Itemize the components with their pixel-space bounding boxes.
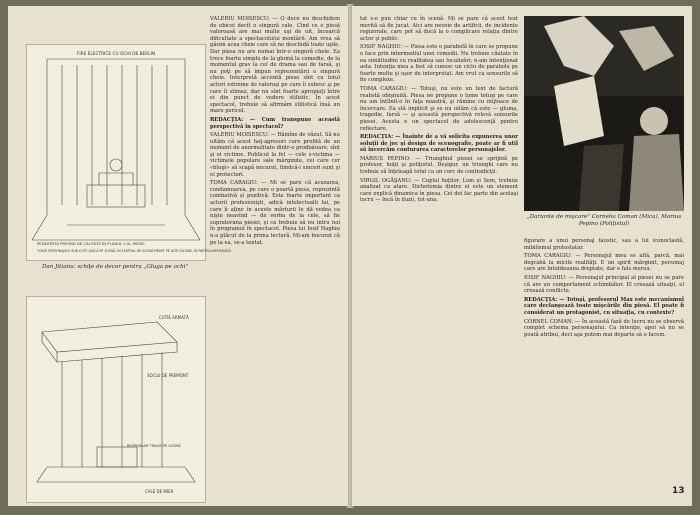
paragraph: TOMA CARAGIU: — Personajul meu se află, parcă, mai degrabă la micile realităţi. E un spirit mărginit, personaj care are întotdeauna dreptate, dar e fals mereu. bbox=[524, 253, 684, 273]
paragraph: tat s-o pun chiar cu în scenă. Mi se pare că acest text merită să fie jucat. Aici are nevoie de artificii, de incidente regizorale, care pot să ducă la o complicare relaţia dintre actor şi public. bbox=[360, 16, 518, 42]
right-page bbox=[352, 6, 692, 506]
sketch-top-label: FIRE ELECTRICE CU OCHI DE BERLIN bbox=[76, 52, 156, 57]
page-number: 13 bbox=[672, 486, 685, 496]
stage-sketch-bottom-drawing bbox=[27, 297, 205, 502]
question-heading: REDACŢIA: — Înainte de a vă solicita expunerea unor soluţii de joc şi design de scenografie, poate ar fi util să încercăm conturarea caracterelor personajelor. bbox=[360, 134, 518, 154]
paragraph: MARIUS PEPINO: — Triunghiul piesei se sprijină pe profesor, hoţii şi poliţistul. Deşigur, un triunghi care nu trebuie să înţeleagă totul ca un cerc de contradicţii. bbox=[360, 155, 518, 176]
paragraph: TOMA CARAGIU: — Totuşi, nu este un text de factură realistă obişnuită. Piesa ne propune o lume totuşi pe care nu am întîlnit-o în faţa noastră, şi rămîne cu mijloace de încercare. Ea stă implicit şi se nu uităm că este — gluma, tragedie, farsă — şi această perspectivă relevă sensurile piesei. Acesta e un spectacol de adolescenţă pentru reflectare. bbox=[360, 85, 518, 132]
stage-sketch-bottom bbox=[26, 296, 206, 503]
paragraph: VIRGIL OGĂŞANU: — Cuplul hoţilor, Lom și Sem, trebuie analizat ca atare. Dichotomia dintre ei este un element care explică dinamica în piesa. Cei doi fac parte din acelaşi lucru — încă în iluzii, tot-una. bbox=[360, 177, 518, 204]
right-page-text-column-2 bbox=[524, 238, 684, 500]
question-heading: REDACŢIA: — Cum transpune această perspectivă în spectacol? bbox=[210, 116, 340, 130]
left-page bbox=[8, 6, 348, 506]
sketch-label-2: SOCLU DE PREMONT bbox=[147, 373, 189, 378]
paragraph: VALERIU MOISESCU: — Rămîne de văzut. Să nu uităm că acest haţ-agresori care profită de un moment de anormalitate dintr-o prodiatoare, sînt şi ei victime. Publicul la fel — cele s-victima — victimele populare sale mărginite, cei care cer «blugi» să scapă necurat, fiindcă-i sinceri sunt şi ei protectori. bbox=[210, 132, 340, 178]
left-page-text-column bbox=[210, 16, 340, 501]
sketch-label-1: CUTIE ARMATĂ bbox=[159, 315, 189, 320]
sketch-label-4: CALE DE MIER bbox=[145, 489, 174, 494]
paragraph: TOMA CARAGIU: — Mi se pare că acuzarea, condamnarea, pe care o poartă piesa, reprezintă combativă şi pozitivă. Este foarte important ca actorii profesionişti, adică intelectualii lui, pe care îi aţine în aceste mărturii le dă vedea ca nişte neavînd — de vorba de la cele, să fie supraterana piesei, şi ca trebuie să nu intru noi în programul în spectacol. Piesa lui Iosif Naghiu n-a plăcut de la prima lectură. Mi-am bucurat că pe la ea, se-a tentat. bbox=[210, 180, 340, 246]
paragraph: IOSIF NAGHIU: — Piesa este o parabolă în care se propune o face prin intermediul unei comedii. Nu trebuie căutate în ea similitudini cu realitatea sau localizări; n-am intenţionat asta. Intenţia mea a fost să cunosc un ciclu de parabole pe foarte multe şi uşor de interpretat. Am vrut ca sensurile să fie complexe. bbox=[360, 44, 518, 84]
paragraph: figurare a unui personaj faustic, sau a lui iconoclastă, mibilismul protestatar. bbox=[524, 238, 684, 251]
production-photo bbox=[524, 16, 684, 211]
production-photo-image bbox=[524, 16, 684, 211]
sketch-caption: Dan Jitianu: schiţe de decor pentru „Gluga pe ochi" bbox=[41, 264, 189, 270]
paragraph: IOSIF NAGHIU: — Personajul principal al piesei nu se pare că are un comportament schimbător. El creează situaţii, el creează conflicte. bbox=[524, 274, 684, 295]
right-page-text-column-1 bbox=[360, 16, 518, 501]
paragraph: VALERIU MOISESCU: — O dece nu deschidem de obicei decît o singură cale. Cînd ce o piesă valoroasă are mai multe uşi de uit, încearcă dificultate a spectacolului montării. Am vrea să găsim acea cheie care să ne deschidă toate uşile. Dar piesa nu are numai într-o singură cheie. Ea trece foarte simplu de la glumă la comedie, de la momentul grav la cel de drama sau de farsă, şi nu poţi pe să impun reprezentării o singură cheie. Interpretă accentă piese sînt cu totul actori extreme de valoroşi pe care îi subesc şi pe care îi stimez, dar nu sînt foarte apropiaţi între ei din punct de vedere stilistic. În acest spectacol, trebuie să afirmăm stilistică însă un mare pericol. bbox=[210, 16, 340, 115]
stage-sketch-top-drawing bbox=[27, 45, 231, 260]
question-heading: REDACŢIA: — Totuşi, profesorul Max este mecanismul care declanşează toate mişcările din piesă. El poate fi considerat un protagonist, cu situaţia, cu contexte? bbox=[524, 296, 684, 316]
sketch-label-3: RESPENSAR TRAGE PE SCENĂ bbox=[127, 444, 181, 448]
sketch-floor-label: PEDEAPSTA PRIVIND DE CALITATE ÎN PLANUL II AL PIESEI bbox=[37, 241, 145, 246]
stage-sketch-top bbox=[26, 44, 231, 261]
sketch-bottom-label: TOATE PERSONAJELE SUB COTE JOACĂ PE SCENĂ, ÎN TEATRUL DE SCENĂ PRIMIT PE ALTE ESCENE, ÎN PARTEA INFERIOARĂ bbox=[37, 249, 231, 253]
photo-caption: „Dariante de mişcare" Cornelia Coman (Mica), Marius Pepino (Poliţistul) bbox=[526, 214, 682, 227]
paragraph: CORNEL COMAN: — În această fază de lucru nu se observă complet schema personajului. Ca intenţie, apoi să nu se poată atribui, deci aşa putem mai departe să o facem. bbox=[524, 318, 684, 338]
